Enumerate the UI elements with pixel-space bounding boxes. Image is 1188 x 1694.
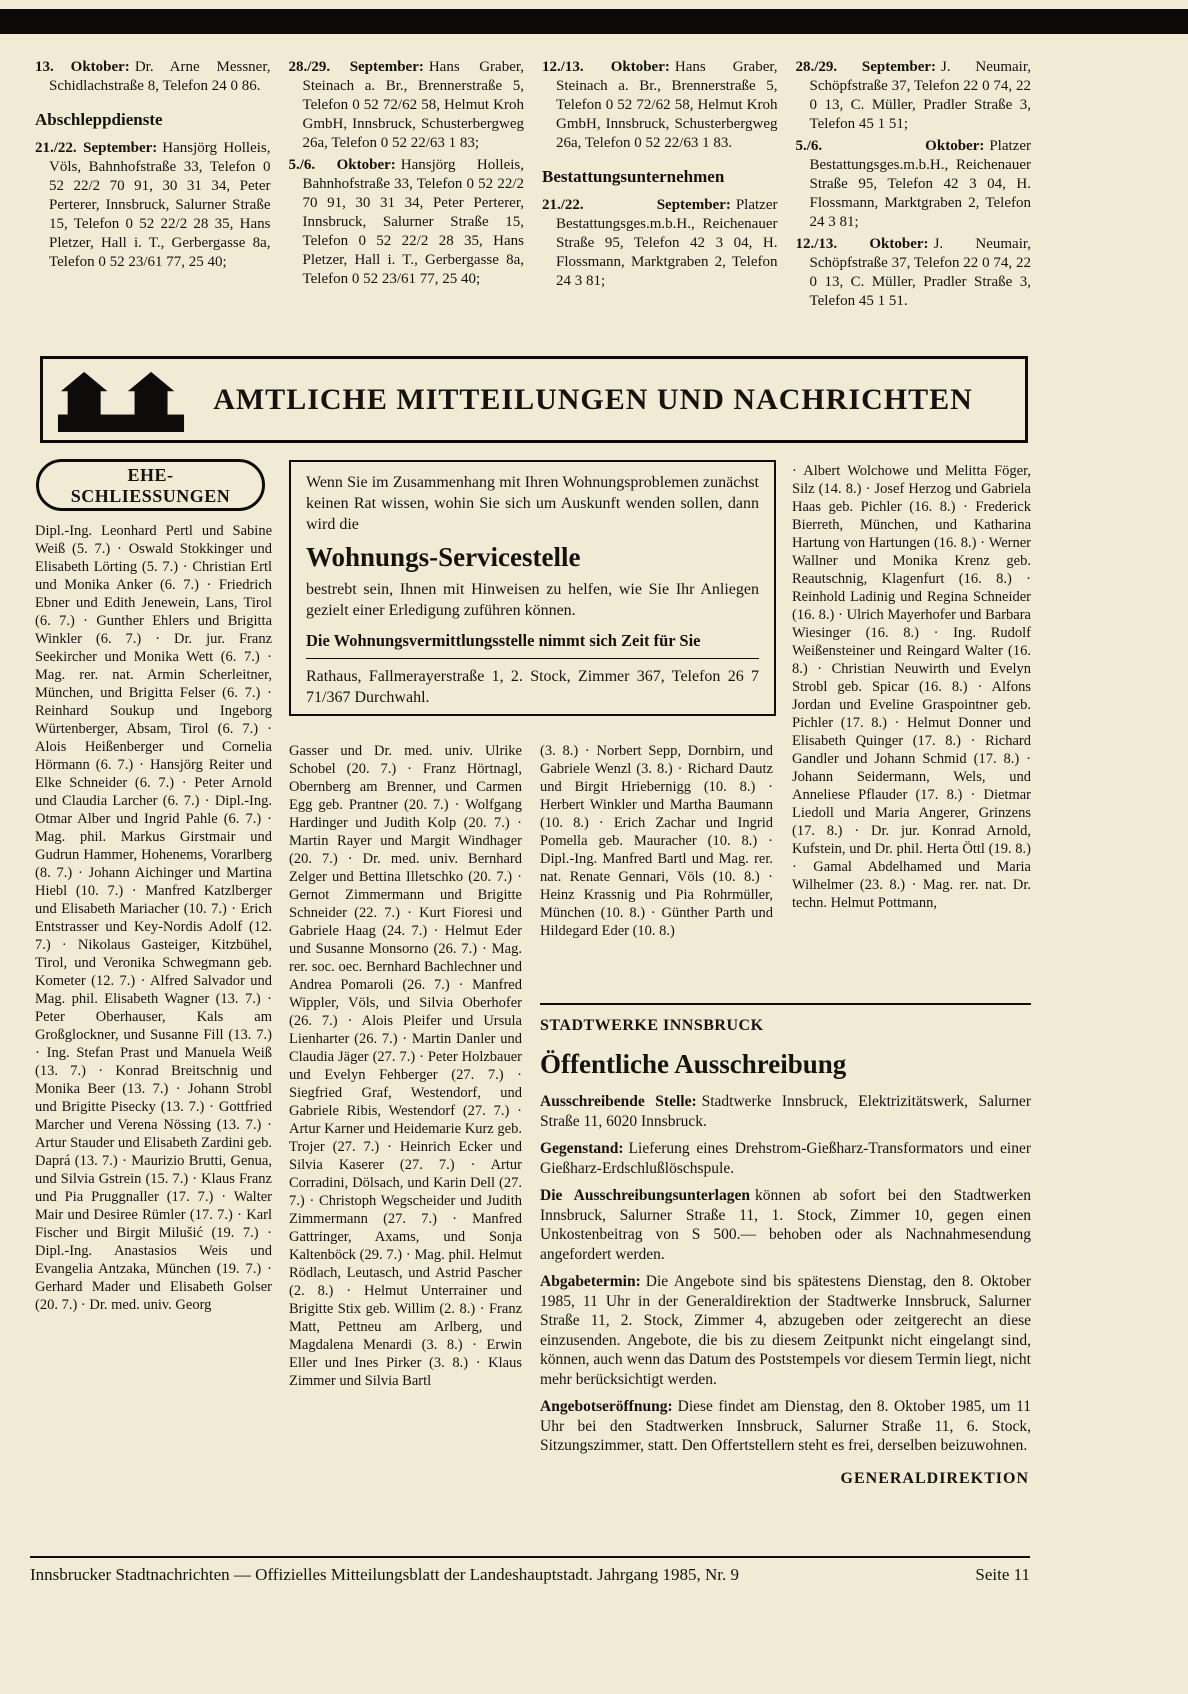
tender-paragraph: [540, 1186, 1031, 1264]
scan-artifact-bar: [0, 9, 1188, 34]
entry-text: Dr. Arne Messner, Schidlachstraße 8, Telefon 24 0 86.: [49, 59, 271, 94]
tender-organization: STADTWERKE INNSBRUCK: [540, 1017, 764, 1034]
entry-date: 5./6. Oktober:: [288, 157, 396, 173]
official-notices-banner: [40, 356, 1028, 443]
entry-date: 12./13. Oktober:: [795, 236, 929, 252]
tender-paragraph-text: können ab sofort bei den Stadtwerken Innsbruck, Salurner Straße 11, 1. Stock, Zimmer 10, gegen einen Unkostenbeitrag von S 500.— behoben oder als Nachnahmesendung angefordert werden.: [540, 1187, 1031, 1263]
tender-signature: GENERALDIREKTION: [840, 1469, 1029, 1487]
housing-service-notice-box: [289, 460, 776, 716]
entry-text: Hans Graber, Steinach a. Br., Brennerstraße 5, Telefon 0 52 72/62 58, Helmut Kroh GmbH, Innsbruck, Schusterbergweg 26a, Telefon 0 52 22/63 1 83;: [302, 59, 524, 151]
entry-text: Platzer Bestattungsges.m.b.H., Reichenauer Straße 95, Telefon 42 3 04, H. Flossmann, Marktgraben 2, Telefon 24 3 81;: [809, 138, 1031, 230]
divider: [540, 1003, 1031, 1005]
services-column-3: [542, 58, 778, 314]
entry-date: 21./22. September:: [35, 140, 158, 156]
marriages-column-2: Gasser und Dr. med. univ. Ulrike Schobel (20. 7.) · Franz Hörtnagl, Obernberg am Brenner, und Carmen Egg geb. Prantner (20. 7.) · Wolfgang Hardinger und Judith Kolp (20. 7.) · Martin Rayer und Margit Windhager (20. 7.) · Dr. med. univ. Bernhard Zelger und Bettina Illetschko (20. 7.) · Gernot Zimmermann und Brigitte Schneider (22. 7.) · Kurt Fioresi und Gabriele Haag (24. 7.) · Helmut Eder und Susanne Monsorno (26. 7.) · Mag. rer. soc. oec. Bernhard Bachlechner und Andrea Pomaroli (26. 7.) · Manfred Wippler, Völs, und Silvia Oberhofer (26. 7.) · Alois Pleifer und Ursula Lienharter (26. 7.) · Martin Danler und Claudia Jäger (27. 7.) · Peter Holzbauer und Evelyn Fehberger (27. 7.) · Siegfried Graf, Westendorf, und Gabriele Ribis, Westendorf (27. 7.) · Artur Karner und Heidemarie Kurz geb. Trojer (27. 7.) · Heinrich Ecker und Silvia Kaserer (27. 7.) · Artur Corradini, Dölsach, und Karin Dell (27. 7.) · Christoph Wegscheider und Judith Zimmermann (27. 7.) · Manfred Gattringer, Axams, und Sonja Kaltenböck (29. 7.) · Mag. phil. Helmut Rödlach, Leutasch, und Astrid Pascher (2. 8.) · Helmut Unterrainer und Brigitte Stix geb. Willim (2. 8.) · Franz Matt, Pettneu am Arlberg, und Magdalena Menardi (3. 8.) · Erwin Eller und Ines Pirker (3. 8.) · Klaus Zimmer und Silvia Bartl: [289, 743, 522, 1389]
tender-paragraph: [540, 1272, 1031, 1389]
tender-paragraph-text: Die Angebote sind bis spätestens Dienstag, den 8. Oktober 1985, 11 Uhr in der Generaldirektion der Stadtwerke Innsbruck, Salurner Straße 11, 2. Stock, Zimmer 4, abzugeben oder zeitgerecht an diese einzusenden. Angebote, die bis zu diesem Zeitpunkt nicht eingelangt sind, können, auch wenn das Datum des Poststempels vor diesem Termin liegt, nicht mehr berücksichtigt werden.: [540, 1273, 1031, 1388]
tender-paragraph-text: Stadtwerke Innsbruck, Elektrizitätswerk, Salurner Straße 11, 6020 Innsbruck.: [540, 1093, 1031, 1130]
city-emblem-icon: [57, 368, 185, 432]
housing-notice-contact: Rathaus, Fallmerayerstraße 1, 2. Stock, Zimmer 367, Telefon 26 7 71/367 Durchwahl.: [306, 668, 759, 706]
service-entry: [542, 196, 778, 291]
housing-notice-intro: Wenn Sie im Zusammenhang mit Ihren Wohnungsproblemen zunächst keinen Rat wissen, wohin Sie sich um Auskunft wenden sollen, dann wird die: [306, 474, 759, 533]
tender-paragraph: [540, 1397, 1031, 1456]
service-entry: [289, 58, 525, 153]
entry-date: 13. Oktober:: [35, 59, 130, 75]
housing-notice-body: bestrebt sein, Ihnen mit Hinweisen zu helfen, wie Sie Ihr Anliegen gezielt einer Erledigung zuführen können.: [306, 581, 759, 619]
tender-paragraph: [540, 1092, 1031, 1131]
services-column-1: [35, 58, 271, 314]
tender-paragraph-lead: Die Ausschreibungsunterlagen: [540, 1187, 750, 1204]
services-column-2: [289, 58, 525, 314]
entry-text: Hansjörg Holleis, Völs, Bahnhofstraße 33, Telefon 0 52 22/2 70 91, 30 31 34, Peter Perterer, Innsbruck, Salurner Straße 15, Telefon 0 52 22/2 28 35, Hans Pletzer, Hall i. T., Gerbergasse 8a, Telefon 0 52 23/61 77, 25 40;: [49, 140, 271, 270]
marriages-column-3: (3. 8.) · Norbert Sepp, Dornbirn, und Gabriele Wenzl (3. 8.) · Richard Dautz und Birgit Hriebernigg (10. 8.) · Herbert Winkler und Martha Baumann (10. 8.) · Erich Zachar und Ingrid Pomella geb. Mauracher (10. 8.) · Dipl.-Ing. Manfred Bartl und Mag. rer. nat. Renate Gennari, Völs (10. 8.) · Heinz Krassnig und Pia Rohrmüller, München (10. 8.) · Günther Parth und Hildegard Eder (10. 8.): [540, 743, 773, 939]
banner-title: AMTLICHE MITTEILUNGEN UND NACHRICHTEN: [213, 382, 973, 416]
service-entry: [35, 139, 271, 272]
entry-text: Hansjörg Holleis, Bahnhofstraße 33, Telefon 0 52 22/2 70 91, 30 31 34, Peter Perterer, Innsbruck, Salurner Straße 15, Telefon 0 52 22/2 28 35, Hans Pletzer, Hall i. T., Gerbergasse 8a, Telefon 0 52 23/61 77, 25 40;: [302, 157, 524, 287]
entry-date: 28./29. September:: [288, 59, 424, 75]
entry-text: Platzer Bestattungsges.m.b.H., Reichenauer Straße 95, Telefon 42 3 04, H. Flossmann, Marktgraben 2, Telefon 24 3 81;: [556, 197, 778, 289]
heading-abschleppdienste: Abschleppdienste: [35, 110, 163, 129]
tender-paragraph-lead: Abgabetermin:: [540, 1273, 641, 1290]
housing-notice-title: Wohnungs-Servicestelle: [306, 542, 581, 572]
service-entry: [289, 156, 525, 289]
service-entry: [796, 137, 1032, 232]
public-tender-section: [540, 1003, 1031, 1488]
entry-text: J. Neumair, Schöpfstraße 37, Telefon 22 0 74, 22 0 13, C. Müller, Pradler Straße 3, Telefon 45 1 51;: [809, 59, 1031, 132]
service-entry: [542, 58, 778, 153]
tender-title: Öffentliche Ausschreibung: [540, 1049, 847, 1079]
tender-paragraph-text: Diese findet am Dienstag, den 8. Oktober 1985, um 11 Uhr bei den Stadtwerken Innsbruck, Salurner Straße 11, 6. Stock, Sitzungszimmer, statt. Den Offertstellern steht es frei, derselben beizuwohnen.: [540, 1398, 1031, 1454]
service-entry: [35, 58, 271, 96]
services-column-4: [796, 58, 1032, 314]
tender-paragraph-lead: Ausschreibende Stelle:: [540, 1093, 697, 1110]
heading-bestattungsunternehmen: Bestattungsunternehmen: [542, 167, 725, 186]
service-entry: [796, 235, 1032, 311]
marriages-header-line1: EHE-: [127, 465, 174, 485]
footer-page-number: Seite 11: [975, 1565, 1030, 1584]
marriages-header-line2: SCHLIESSUNGEN: [70, 486, 231, 506]
tender-paragraph-lead: Angebotseröffnung:: [540, 1398, 673, 1415]
marriages-column-1: Dipl.-Ing. Leonhard Pertl und Sabine Weiß (5. 7.) · Oswald Stokkinger und Elisabeth Lörting (5. 7.) · Christian Ertl und Monika Anker (6. 7.) · Friedrich Ebner und Edith Jenewein, Lans, Tirol (6. 7.) · Gunther Ehlers und Brigitta Winkler (6. 7.) · Dr. jur. Franz Seekircher und Monika Wett (6. 7.) · Mag. rer. nat. Armin Scherleitner, München, und Brigitta Felser (6. 7.) · Reinhard Soukup und Ingeborg Würtenberger, Absam, Tirol (6. 7.) · Alois Heißenberger und Cornelia Hörmann (6. 7.) · Hansjörg Reiter und Elke Schneider (6. 7.) · Peter Arnold und Claudia Larcher (6. 7.) · Dipl.-Ing. Otmar Alber und Ingrid Pahle (6. 7.) · Mag. phil. Markus Girstmair und Gudrun Hammer, Hohenems, Vorarlberg (8. 7.) · Johann Aichinger und Martina Hiebl (10. 7.) · Manfred Katzlberger und Elisabeth Mariacher (10. 7.) · Erich Entstrasser und Key-Nordis Adolf (12. 7.) · Nikolaus Gasteiger, Kitzbühel, Tirol, und Veronika Schwegmann geb. Kometer (12. 7.) · Alfred Salvador und Mag. phil. Elisabeth Wagner (13. 7.) · Peter Oberhauser, Kals am Großglockner, und Susanne Fill (13. 7.) · Ing. Stefan Prast und Manuela Weiß (13. 7.) · Konrad Breitschnig und Monika Beer (13. 7.) · Johann Strobl und Brigitte Pisecky (13. 7.) · Gottfried Marcher und Verena Nössing (13. 7.) · Artur Stauder und Elisabeth Zardini geb. Daprá (13. 7.) · Maurizio Brutti, Genua, und Silvia Gstrein (15. 7.) · Klaus Franz und Pia Pruggnaller (17. 7.) · Walter Mair und Desiree Rümler (17. 7.) · Karl Fischer und Birgit Milušić (19. 7.) · Dipl.-Ing. Anastasios Weis und Evangelia Antzaka, München (19. 7.) · Gerhard Mader und Elisabeth Golser (20. 7.) · Dr. med. univ. Georg: [35, 523, 272, 1313]
tender-paragraph-lead: Gegenstand:: [540, 1140, 624, 1157]
entry-text: J. Neumair, Schöpfstraße 37, Telefon 22 0 74, 22 0 13, C. Müller, Pradler Straße 3, Telefon 45 1 51.: [809, 236, 1032, 309]
marriages-column-4: · Albert Wolchowe und Melitta Föger, Silz (14. 8.) · Josef Herzog und Gabriela Haas geb. Pichler (16. 8.) · Frederick Bierreth, München, und Katharina Hartung von Hartungen (16. 8.) · Werner Wallner und Monika Krenz geb. Reautschnig, Klagenfurt (16. 8.) · Reinhold Ladinig und Regina Schneider (16. 8.) · Ulrich Mayerhofer und Barbara Wiesinger (16. 8.) · Ing. Rudolf Weißensteiner und Reingard Walter (16. 8.) · Christian Neuwirth und Evelyn Strobl geb. Spicar (16. 8.) · Alfons Jordan und Eveline Graspointner geb. Pichler (17. 8.) · Helmut Donner und Elisabeth Quinger (17. 8.) · Richard Gandler und Johann Schmid (17. 8.) · Johann Seidermann, Wels, und Anneliese Pflauder (17. 8.) · Dietmar Liedoll und Maria Angerer, Grinzens (17. 8.) · Dr. jur. Konrad Arnold, Kufstein, und Dr. phil. Herta Öttl (19. 8.) · Gamal Abdelhamed und Maria Wilhelmer (23. 8.) · Mag. rer. nat. Dr. techn. Helmut Pottmann,: [792, 463, 1031, 911]
footer-publication-info: Innsbrucker Stadtnachrichten — Offizielles Mitteilungsblatt der Landeshauptstadt. Jahrgang 1985, Nr. 9: [30, 1565, 739, 1584]
entry-text: Hans Graber, Steinach a. Br., Brennerstraße 5, Telefon 0 52 72/62 58, Helmut Kroh GmbH, Innsbruck, Schusterbergweg 26a, Telefon 0 52 22/63 1 83.: [556, 59, 778, 151]
page-footer: [30, 1556, 1030, 1585]
housing-notice-subtitle: Die Wohnungsvermittlungsstelle nimmt sich Zeit für Sie: [306, 631, 759, 659]
marriages-header-box: [36, 459, 265, 511]
tender-paragraph-text: Lieferung eines Drehstrom-Gießharz-Transformators und einer Gießharz-Erdschlußlöschspule.: [540, 1140, 1031, 1177]
entry-date: 28./29. September:: [795, 59, 937, 75]
entry-date: 21./22. September:: [542, 197, 731, 213]
service-entry: [796, 58, 1032, 134]
tender-paragraph: [540, 1139, 1031, 1178]
entry-date: 12./13. Oktober:: [542, 59, 670, 75]
services-section: [35, 58, 1031, 314]
entry-date: 5./6. Oktober:: [795, 138, 985, 154]
